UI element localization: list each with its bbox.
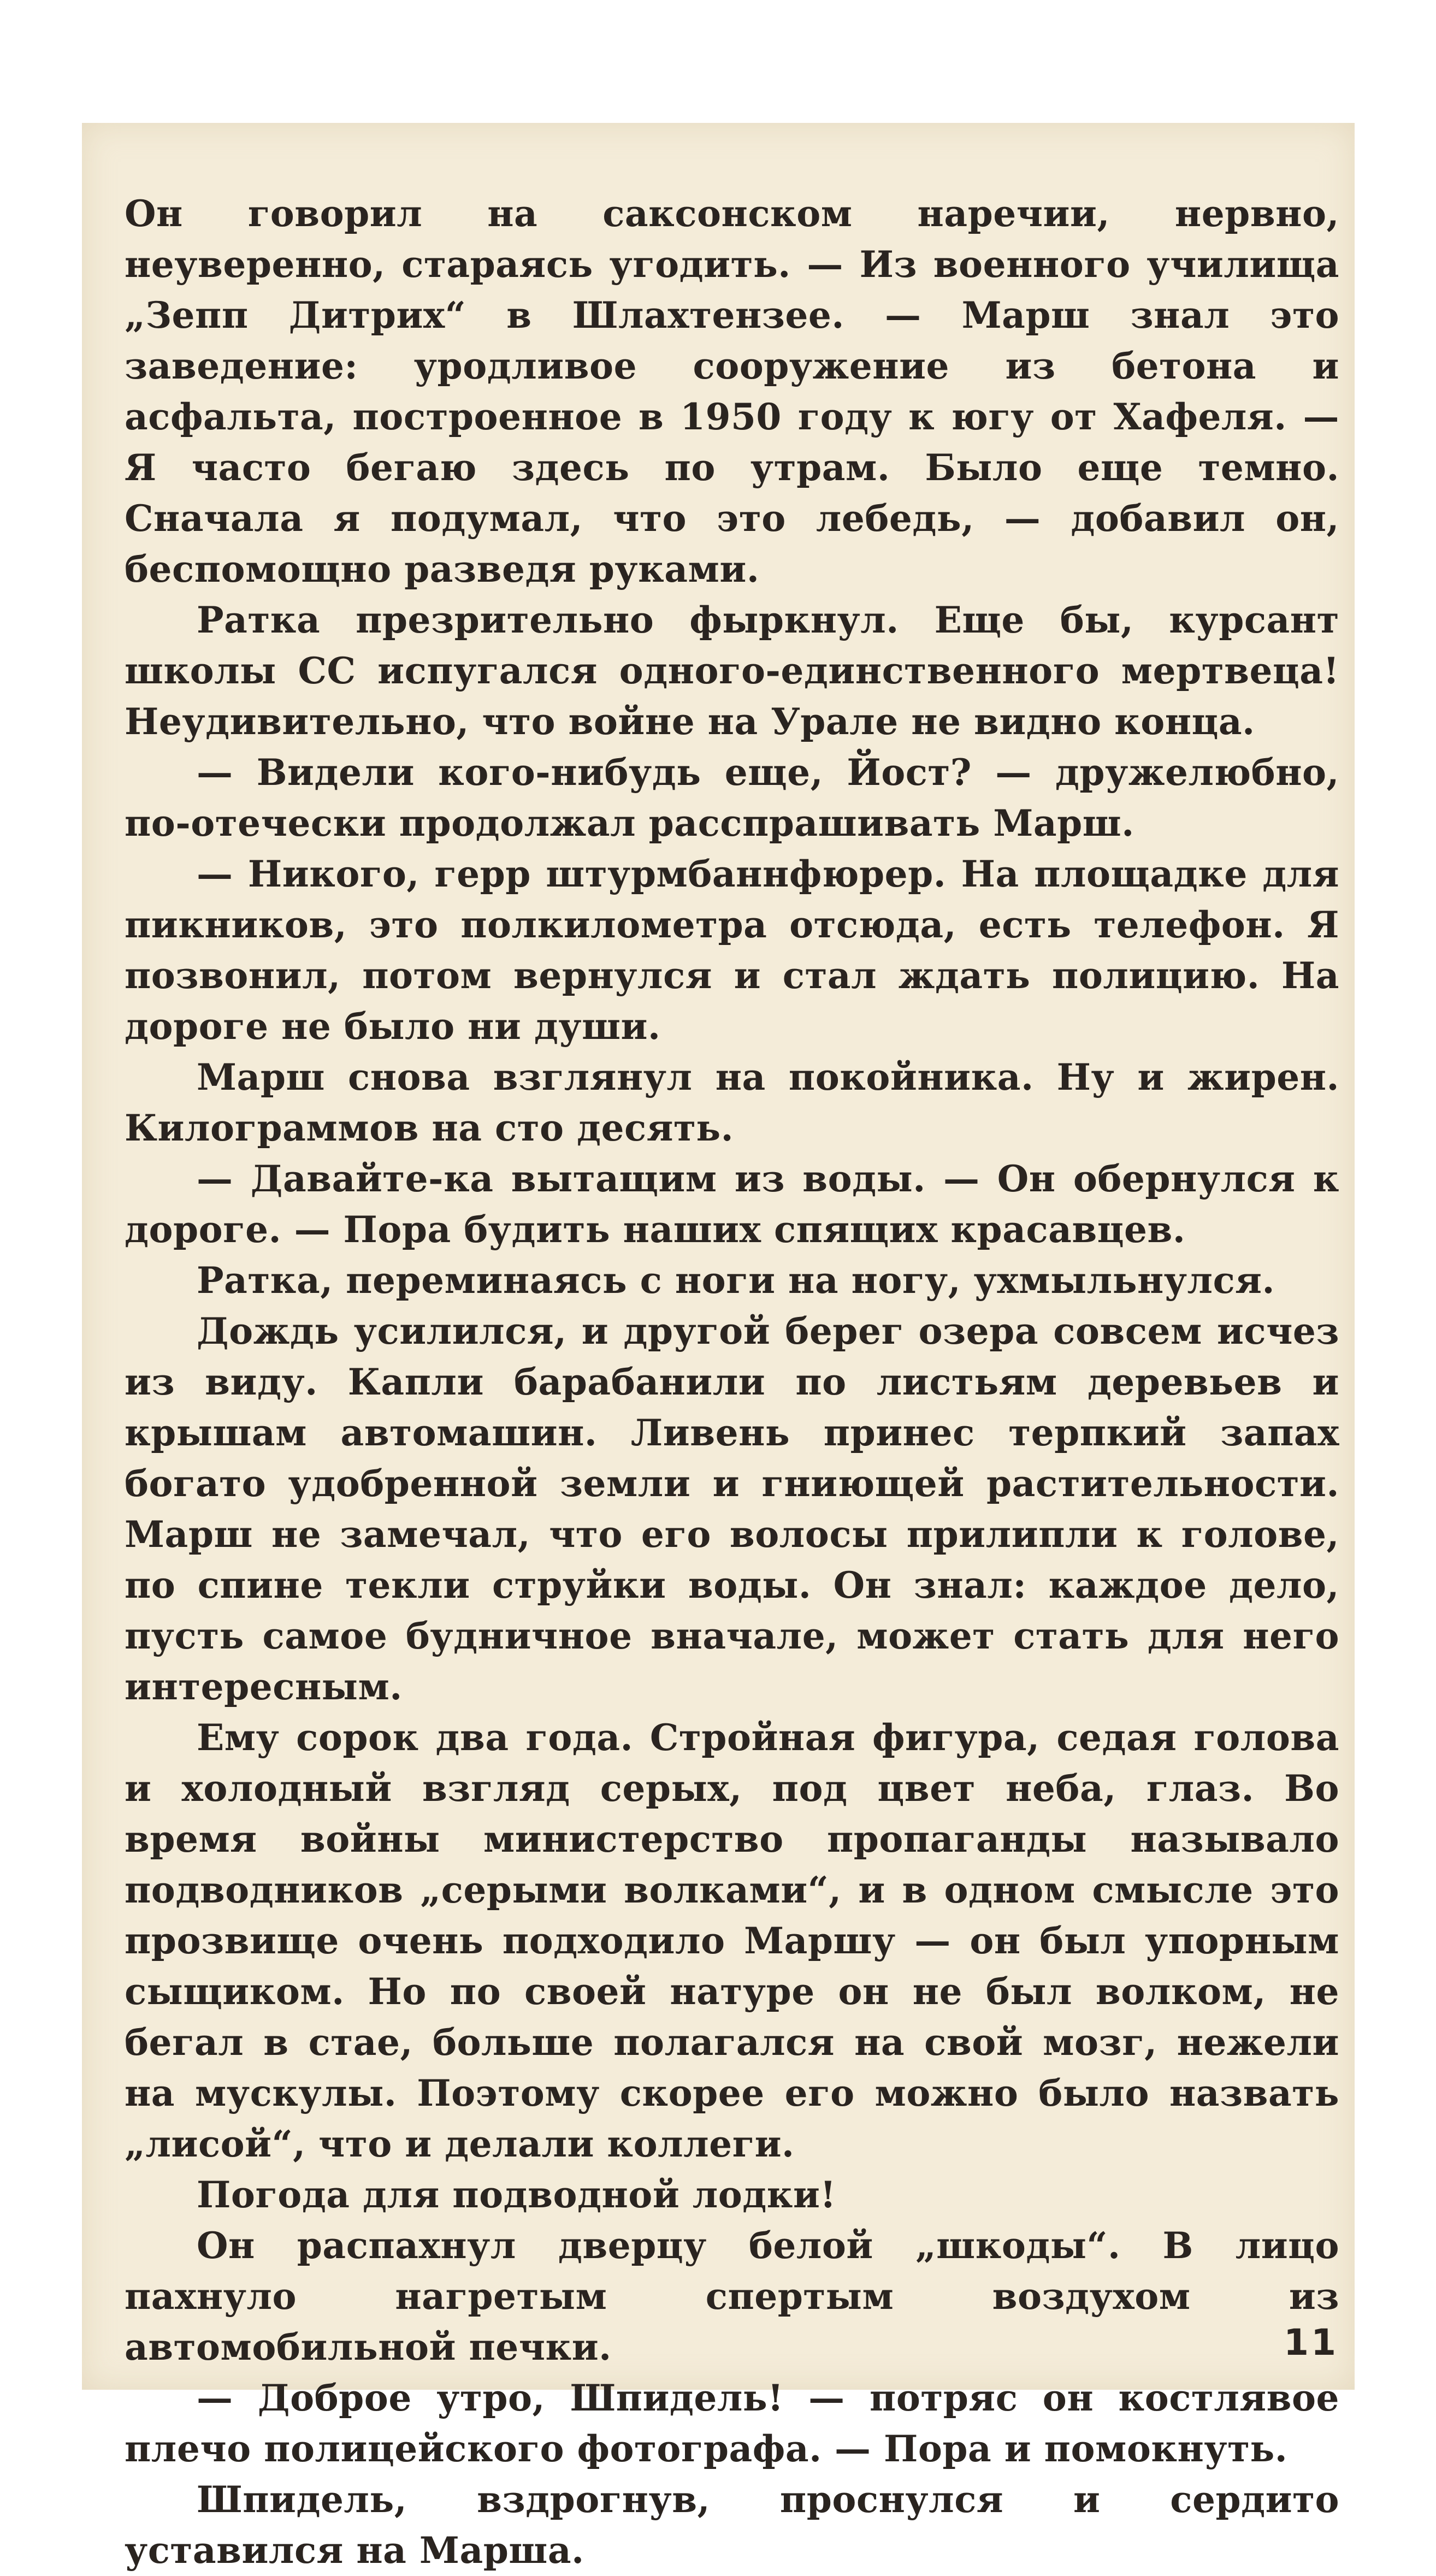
paragraph-10: Погода для подводной лодки! — [197, 2173, 836, 2216]
body-text — [125, 188, 1339, 2576]
paragraph-5: Марш снова взглянул на покойника. Ну и жирен. Килограммов на сто десять. — [125, 1056, 1339, 1149]
paragraph-13: Шпидель, вздрогнув, проснулся и сердито уставился на Марша. — [125, 2478, 1339, 2572]
book-page — [82, 123, 1355, 2572]
paragraph-11: Он распахнул дверцу белой „шкоды“. В лицо пахнуло нагретым спертым воздухом из автомобильной печки. — [125, 2224, 1339, 2368]
paragraph-4: — Никого, герр штурмбаннфюрер. На площадке для пикников, это полкилометра отсюда, есть телефон. Я позвонил, потом вернулся и стал ждать полицию. На дороге не было ни души. — [125, 853, 1339, 1048]
paragraph-6: — Давайте-ка вытащим из воды. — Он обернулся к дороге. — Пора будить наших спящих красавцев. — [125, 1157, 1339, 1251]
paragraph-12: — Доброе утро, Шпидель! — потряс он костлявое плечо полицейского фотографа. — Пора и помокнуть. — [125, 2377, 1339, 2470]
paragraph-3: — Видели кого-нибудь еще, Йост? — дружелюбно, по-отечески продолжал расспрашивать Марш. — [125, 751, 1339, 844]
paragraph-9: Ему сорок два года. Стройная фигура, седая голова и холодный взгляд серых, под цвет неба, глаз. Во время войны министерство пропаганды называло подводников „серыми волками“, и в одном смысле это прозвище очень подходило Маршу — он был упорным сыщиком. Но по своей натуре он не был волком, не бегал в стае, больше полагался на свой мозг, нежели на мускулы. Поэтому скорее его можно было назвать „лисой“, что и делали коллеги. — [125, 1716, 1339, 2165]
paragraph-8: Дождь усилился, и другой берег озера совсем исчез из виду. Капли барабанили по листьям деревьев и крышам автомашин. Ливень принес терпкий запах богато удобренной земли и гниющей растительности. Марш не замечал, что его волосы прилипли к голове, по спине текли струйки воды. Он знал: каждое дело, пусть самое будничное вначале, может стать для него интересным. — [125, 1310, 1339, 1708]
paragraph-2: Ратка презрительно фыркнул. Еще бы, курсант школы СС испугался одного-единственного мертвеца! Неудивительно, что войне на Урале не видно конца. — [125, 599, 1339, 743]
paragraph-7: Ратка, переминаясь с ноги на ногу, ухмыльнулся. — [197, 1259, 1275, 1302]
page-number: 11 — [1284, 2321, 1338, 2364]
paragraph-1: Он говорил на саксонском наречии, нервно, неуверенно, стараясь угодить. — Из военного училища „Зепп Дитрих“ в Шлахтензее. — Марш знал это заведение: уродливое сооружение из бетона и асфальта, построенное в 1950 году к югу от Хафеля. — Я часто бегаю здесь по утрам. Было еще темно. Сначала я подумал, что это лебедь, — добавил он, беспомощно разведя руками. — [125, 192, 1339, 590]
